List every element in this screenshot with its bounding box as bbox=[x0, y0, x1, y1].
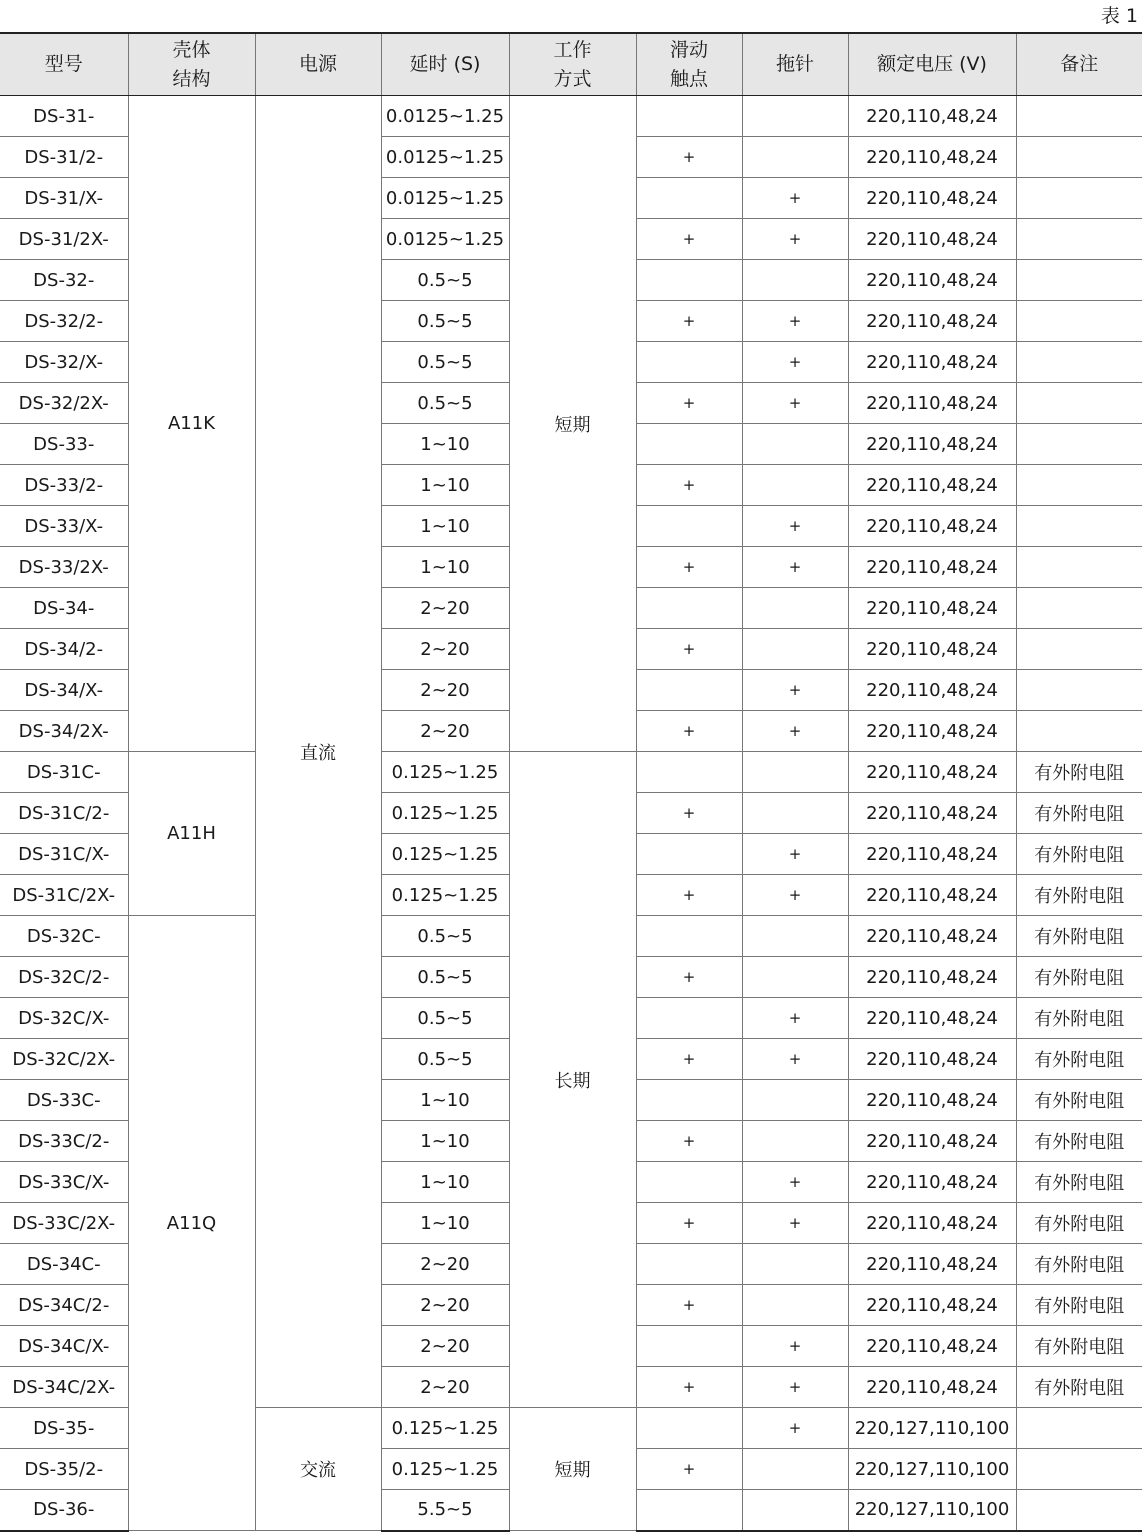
slide-contact-cell bbox=[636, 260, 742, 301]
drag-pointer-cell: + bbox=[742, 834, 848, 875]
drag-pointer-cell bbox=[742, 1285, 848, 1326]
delay-cell: 0.5~5 bbox=[381, 301, 509, 342]
rated-voltage-cell: 220,110,48,24 bbox=[848, 1080, 1016, 1121]
delay-cell: 1~10 bbox=[381, 465, 509, 506]
model-cell: DS-34/2- bbox=[0, 629, 128, 670]
model-cell: DS-33- bbox=[0, 424, 128, 465]
delay-cell: 0.5~5 bbox=[381, 998, 509, 1039]
rated-voltage-cell: 220,110,48,24 bbox=[848, 96, 1016, 137]
note-cell: 有外附电阻 bbox=[1016, 957, 1142, 998]
model-cell: DS-33C/2X- bbox=[0, 1203, 128, 1244]
table-row bbox=[0, 752, 1142, 793]
rated-voltage-cell: 220,110,48,24 bbox=[848, 793, 1016, 834]
model-cell: DS-34C/X- bbox=[0, 1326, 128, 1367]
model-cell: DS-31/2- bbox=[0, 137, 128, 178]
slide-contact-cell: + bbox=[636, 219, 742, 260]
rated-voltage-cell: 220,110,48,24 bbox=[848, 178, 1016, 219]
header-delay: 延时 (S) bbox=[381, 33, 509, 96]
model-cell: DS-35- bbox=[0, 1408, 128, 1449]
note-cell: 有外附电阻 bbox=[1016, 1162, 1142, 1203]
rated-voltage-cell: 220,110,48,24 bbox=[848, 998, 1016, 1039]
model-cell: DS-34C/2- bbox=[0, 1285, 128, 1326]
note-cell bbox=[1016, 629, 1142, 670]
delay-cell: 0.5~5 bbox=[381, 383, 509, 424]
model-cell: DS-31/X- bbox=[0, 178, 128, 219]
delay-cell: 2~20 bbox=[381, 1326, 509, 1367]
header-shell bbox=[128, 33, 255, 96]
header-model: 型号 bbox=[0, 33, 128, 96]
slide-contact-cell: + bbox=[636, 1121, 742, 1162]
header-mode bbox=[509, 33, 636, 96]
model-cell: DS-33/2X- bbox=[0, 547, 128, 588]
slide-contact-cell: + bbox=[636, 547, 742, 588]
drag-pointer-cell bbox=[742, 752, 848, 793]
slide-contact-cell: + bbox=[636, 1203, 742, 1244]
model-cell: DS-32C/2X- bbox=[0, 1039, 128, 1080]
table-body bbox=[0, 96, 1142, 1531]
relay-spec-table bbox=[0, 32, 1142, 1532]
shell-a11q-cell: A11Q bbox=[128, 916, 255, 1531]
shell-a11k-cell: A11K bbox=[128, 96, 255, 752]
drag-pointer-cell bbox=[742, 1449, 848, 1490]
rated-voltage-cell: 220,110,48,24 bbox=[848, 711, 1016, 752]
rated-voltage-cell: 220,110,48,24 bbox=[848, 1285, 1016, 1326]
rated-voltage-cell: 220,110,48,24 bbox=[848, 1162, 1016, 1203]
header-slide-line-1: 滑动 bbox=[669, 38, 708, 61]
rated-voltage-cell: 220,110,48,24 bbox=[848, 875, 1016, 916]
note-cell bbox=[1016, 96, 1142, 137]
delay-cell: 0.0125~1.25 bbox=[381, 219, 509, 260]
slide-contact-cell bbox=[636, 834, 742, 875]
model-cell: DS-32/X- bbox=[0, 342, 128, 383]
note-cell bbox=[1016, 342, 1142, 383]
drag-pointer-cell: + bbox=[742, 711, 848, 752]
model-cell: DS-35/2- bbox=[0, 1449, 128, 1490]
header-note: 备注 bbox=[1016, 33, 1142, 96]
model-cell: DS-32C/X- bbox=[0, 998, 128, 1039]
model-cell: DS-32C- bbox=[0, 916, 128, 957]
slide-contact-cell bbox=[636, 1490, 742, 1531]
drag-pointer-cell bbox=[742, 957, 848, 998]
slide-contact-cell: + bbox=[636, 957, 742, 998]
slide-contact-cell bbox=[636, 342, 742, 383]
delay-cell: 0.125~1.25 bbox=[381, 834, 509, 875]
note-cell: 有外附电阻 bbox=[1016, 1244, 1142, 1285]
drag-pointer-cell: + bbox=[742, 1408, 848, 1449]
rated-voltage-cell: 220,110,48,24 bbox=[848, 547, 1016, 588]
drag-pointer-cell bbox=[742, 916, 848, 957]
drag-pointer-cell: + bbox=[742, 1039, 848, 1080]
model-cell: DS-34C/2X- bbox=[0, 1367, 128, 1408]
slide-contact-cell bbox=[636, 506, 742, 547]
slide-contact-cell: + bbox=[636, 1039, 742, 1080]
note-cell: 有外附电阻 bbox=[1016, 834, 1142, 875]
note-cell bbox=[1016, 424, 1142, 465]
note-cell bbox=[1016, 670, 1142, 711]
model-cell: DS-31C/X- bbox=[0, 834, 128, 875]
rated-voltage-cell: 220,110,48,24 bbox=[848, 219, 1016, 260]
delay-cell: 2~20 bbox=[381, 1285, 509, 1326]
drag-pointer-cell bbox=[742, 96, 848, 137]
slide-contact-cell bbox=[636, 588, 742, 629]
note-cell: 有外附电阻 bbox=[1016, 916, 1142, 957]
slide-contact-cell: + bbox=[636, 1367, 742, 1408]
note-cell bbox=[1016, 1490, 1142, 1531]
slide-contact-cell bbox=[636, 670, 742, 711]
model-cell: DS-31- bbox=[0, 96, 128, 137]
header-shell-line-2: 结构 bbox=[172, 67, 211, 90]
note-cell: 有外附电阻 bbox=[1016, 1203, 1142, 1244]
rated-voltage-cell: 220,110,48,24 bbox=[848, 834, 1016, 875]
model-cell: DS-31C/2- bbox=[0, 793, 128, 834]
slide-contact-cell bbox=[636, 96, 742, 137]
table-row bbox=[0, 96, 1142, 137]
rated-voltage-cell: 220,110,48,24 bbox=[848, 1367, 1016, 1408]
drag-pointer-cell: + bbox=[742, 178, 848, 219]
delay-cell: 0.125~1.25 bbox=[381, 875, 509, 916]
delay-cell: 0.125~1.25 bbox=[381, 1408, 509, 1449]
rated-voltage-cell: 220,127,110,100 bbox=[848, 1408, 1016, 1449]
rated-voltage-cell: 220,110,48,24 bbox=[848, 260, 1016, 301]
model-cell: DS-33C/X- bbox=[0, 1162, 128, 1203]
note-cell bbox=[1016, 260, 1142, 301]
rated-voltage-cell: 220,110,48,24 bbox=[848, 465, 1016, 506]
note-cell: 有外附电阻 bbox=[1016, 793, 1142, 834]
delay-cell: 2~20 bbox=[381, 1244, 509, 1285]
slide-contact-cell bbox=[636, 1080, 742, 1121]
delay-cell: 1~10 bbox=[381, 1162, 509, 1203]
model-cell: DS-31C/2X- bbox=[0, 875, 128, 916]
note-cell bbox=[1016, 383, 1142, 424]
slide-contact-cell bbox=[636, 916, 742, 957]
rated-voltage-cell: 220,110,48,24 bbox=[848, 137, 1016, 178]
rated-voltage-cell: 220,110,48,24 bbox=[848, 1244, 1016, 1285]
mode-short-ac-cell: 短期 bbox=[509, 1408, 636, 1531]
delay-cell: 2~20 bbox=[381, 711, 509, 752]
slide-contact-cell: + bbox=[636, 875, 742, 916]
rated-voltage-cell: 220,110,48,24 bbox=[848, 342, 1016, 383]
note-cell bbox=[1016, 301, 1142, 342]
header-shell-line-1: 壳体 bbox=[172, 38, 211, 61]
rated-voltage-cell: 220,127,110,100 bbox=[848, 1490, 1016, 1531]
drag-pointer-cell: + bbox=[742, 1367, 848, 1408]
header-slide-line-2: 触点 bbox=[669, 67, 708, 90]
drag-pointer-cell: + bbox=[742, 998, 848, 1039]
delay-cell: 1~10 bbox=[381, 424, 509, 465]
drag-pointer-cell bbox=[742, 424, 848, 465]
note-cell: 有外附电阻 bbox=[1016, 1039, 1142, 1080]
drag-pointer-cell: + bbox=[742, 547, 848, 588]
drag-pointer-cell bbox=[742, 260, 848, 301]
slide-contact-cell: + bbox=[636, 1285, 742, 1326]
slide-contact-cell: + bbox=[636, 383, 742, 424]
slide-contact-cell: + bbox=[636, 711, 742, 752]
model-cell: DS-33/X- bbox=[0, 506, 128, 547]
model-cell: DS-32C/2- bbox=[0, 957, 128, 998]
drag-pointer-cell: + bbox=[742, 1162, 848, 1203]
note-cell: 有外附电阻 bbox=[1016, 752, 1142, 793]
rated-voltage-cell: 220,127,110,100 bbox=[848, 1449, 1016, 1490]
slide-contact-cell bbox=[636, 1162, 742, 1203]
delay-cell: 0.125~1.25 bbox=[381, 793, 509, 834]
model-cell: DS-34/2X- bbox=[0, 711, 128, 752]
delay-cell: 1~10 bbox=[381, 1121, 509, 1162]
rated-voltage-cell: 220,110,48,24 bbox=[848, 752, 1016, 793]
delay-cell: 0.5~5 bbox=[381, 957, 509, 998]
delay-cell: 5.5~5 bbox=[381, 1490, 509, 1531]
delay-cell: 2~20 bbox=[381, 1367, 509, 1408]
note-cell bbox=[1016, 1408, 1142, 1449]
delay-cell: 0.0125~1.25 bbox=[381, 137, 509, 178]
note-cell bbox=[1016, 711, 1142, 752]
model-cell: DS-34/X- bbox=[0, 670, 128, 711]
delay-cell: 1~10 bbox=[381, 1203, 509, 1244]
drag-pointer-cell bbox=[742, 137, 848, 178]
drag-pointer-cell bbox=[742, 588, 848, 629]
drag-pointer-cell: + bbox=[742, 219, 848, 260]
table-caption: 表 1 bbox=[1100, 5, 1138, 27]
slide-contact-cell bbox=[636, 1408, 742, 1449]
delay-cell: 0.5~5 bbox=[381, 342, 509, 383]
model-cell: DS-34- bbox=[0, 588, 128, 629]
slide-contact-cell bbox=[636, 998, 742, 1039]
note-cell bbox=[1016, 547, 1142, 588]
note-cell bbox=[1016, 588, 1142, 629]
delay-cell: 0.5~5 bbox=[381, 260, 509, 301]
header-mode-line-1: 工作 bbox=[553, 38, 592, 61]
note-cell bbox=[1016, 219, 1142, 260]
model-cell: DS-33C/2- bbox=[0, 1121, 128, 1162]
header-row bbox=[0, 33, 1142, 96]
delay-cell: 0.125~1.25 bbox=[381, 752, 509, 793]
drag-pointer-cell bbox=[742, 629, 848, 670]
rated-voltage-cell: 220,110,48,24 bbox=[848, 670, 1016, 711]
slide-contact-cell bbox=[636, 424, 742, 465]
model-cell: DS-31/2X- bbox=[0, 219, 128, 260]
delay-cell: 2~20 bbox=[381, 629, 509, 670]
model-cell: DS-32/2X- bbox=[0, 383, 128, 424]
slide-contact-cell: + bbox=[636, 629, 742, 670]
note-cell bbox=[1016, 465, 1142, 506]
model-cell: DS-32/2- bbox=[0, 301, 128, 342]
note-cell: 有外附电阻 bbox=[1016, 998, 1142, 1039]
drag-pointer-cell: + bbox=[742, 383, 848, 424]
note-cell: 有外附电阻 bbox=[1016, 1121, 1142, 1162]
rated-voltage-cell: 220,110,48,24 bbox=[848, 506, 1016, 547]
drag-pointer-cell: + bbox=[742, 1326, 848, 1367]
header-drag: 拖针 bbox=[742, 33, 848, 96]
delay-cell: 2~20 bbox=[381, 588, 509, 629]
slide-contact-cell bbox=[636, 1326, 742, 1367]
delay-cell: 1~10 bbox=[381, 547, 509, 588]
rated-voltage-cell: 220,110,48,24 bbox=[848, 1203, 1016, 1244]
delay-cell: 0.5~5 bbox=[381, 1039, 509, 1080]
header-mode-line-2: 方式 bbox=[553, 67, 592, 90]
header-slide bbox=[636, 33, 742, 96]
rated-voltage-cell: 220,110,48,24 bbox=[848, 588, 1016, 629]
note-cell: 有外附电阻 bbox=[1016, 1367, 1142, 1408]
slide-contact-cell bbox=[636, 752, 742, 793]
note-cell: 有外附电阻 bbox=[1016, 1285, 1142, 1326]
delay-cell: 0.5~5 bbox=[381, 916, 509, 957]
drag-pointer-cell: + bbox=[742, 506, 848, 547]
power-dc-cell: 直流 bbox=[255, 96, 381, 1408]
delay-cell: 1~10 bbox=[381, 1080, 509, 1121]
model-cell: DS-33C- bbox=[0, 1080, 128, 1121]
power-ac-cell: 交流 bbox=[255, 1408, 381, 1531]
note-cell bbox=[1016, 137, 1142, 178]
note-cell bbox=[1016, 1449, 1142, 1490]
drag-pointer-cell: + bbox=[742, 1203, 848, 1244]
header-voltage: 额定电压 (V) bbox=[848, 33, 1016, 96]
rated-voltage-cell: 220,110,48,24 bbox=[848, 1039, 1016, 1080]
drag-pointer-cell: + bbox=[742, 875, 848, 916]
rated-voltage-cell: 220,110,48,24 bbox=[848, 1326, 1016, 1367]
drag-pointer-cell bbox=[742, 1121, 848, 1162]
note-cell: 有外附电阻 bbox=[1016, 1326, 1142, 1367]
header-power: 电源 bbox=[255, 33, 381, 96]
rated-voltage-cell: 220,110,48,24 bbox=[848, 1121, 1016, 1162]
slide-contact-cell bbox=[636, 1244, 742, 1285]
model-cell: DS-32- bbox=[0, 260, 128, 301]
mode-long-cell: 长期 bbox=[509, 752, 636, 1408]
rated-voltage-cell: 220,110,48,24 bbox=[848, 957, 1016, 998]
rated-voltage-cell: 220,110,48,24 bbox=[848, 916, 1016, 957]
rated-voltage-cell: 220,110,48,24 bbox=[848, 383, 1016, 424]
note-cell bbox=[1016, 178, 1142, 219]
delay-cell: 0.125~1.25 bbox=[381, 1449, 509, 1490]
slide-contact-cell: + bbox=[636, 137, 742, 178]
note-cell: 有外附电阻 bbox=[1016, 875, 1142, 916]
mode-short-dc-cell: 短期 bbox=[509, 96, 636, 752]
rated-voltage-cell: 220,110,48,24 bbox=[848, 629, 1016, 670]
drag-pointer-cell bbox=[742, 465, 848, 506]
drag-pointer-cell bbox=[742, 1490, 848, 1531]
rated-voltage-cell: 220,110,48,24 bbox=[848, 301, 1016, 342]
slide-contact-cell: + bbox=[636, 465, 742, 506]
drag-pointer-cell: + bbox=[742, 301, 848, 342]
drag-pointer-cell: + bbox=[742, 670, 848, 711]
slide-contact-cell: + bbox=[636, 793, 742, 834]
drag-pointer-cell bbox=[742, 1244, 848, 1285]
delay-cell: 0.0125~1.25 bbox=[381, 178, 509, 219]
delay-cell: 1~10 bbox=[381, 506, 509, 547]
slide-contact-cell: + bbox=[636, 301, 742, 342]
slide-contact-cell: + bbox=[636, 1449, 742, 1490]
drag-pointer-cell bbox=[742, 793, 848, 834]
note-cell bbox=[1016, 506, 1142, 547]
shell-a11h-cell: A11H bbox=[128, 752, 255, 916]
model-cell: DS-36- bbox=[0, 1490, 128, 1531]
model-cell: DS-34C- bbox=[0, 1244, 128, 1285]
note-cell: 有外附电阻 bbox=[1016, 1080, 1142, 1121]
rated-voltage-cell: 220,110,48,24 bbox=[848, 424, 1016, 465]
model-cell: DS-31C- bbox=[0, 752, 128, 793]
model-cell: DS-33/2- bbox=[0, 465, 128, 506]
delay-cell: 2~20 bbox=[381, 670, 509, 711]
drag-pointer-cell: + bbox=[742, 342, 848, 383]
drag-pointer-cell bbox=[742, 1080, 848, 1121]
slide-contact-cell bbox=[636, 178, 742, 219]
delay-cell: 0.0125~1.25 bbox=[381, 96, 509, 137]
